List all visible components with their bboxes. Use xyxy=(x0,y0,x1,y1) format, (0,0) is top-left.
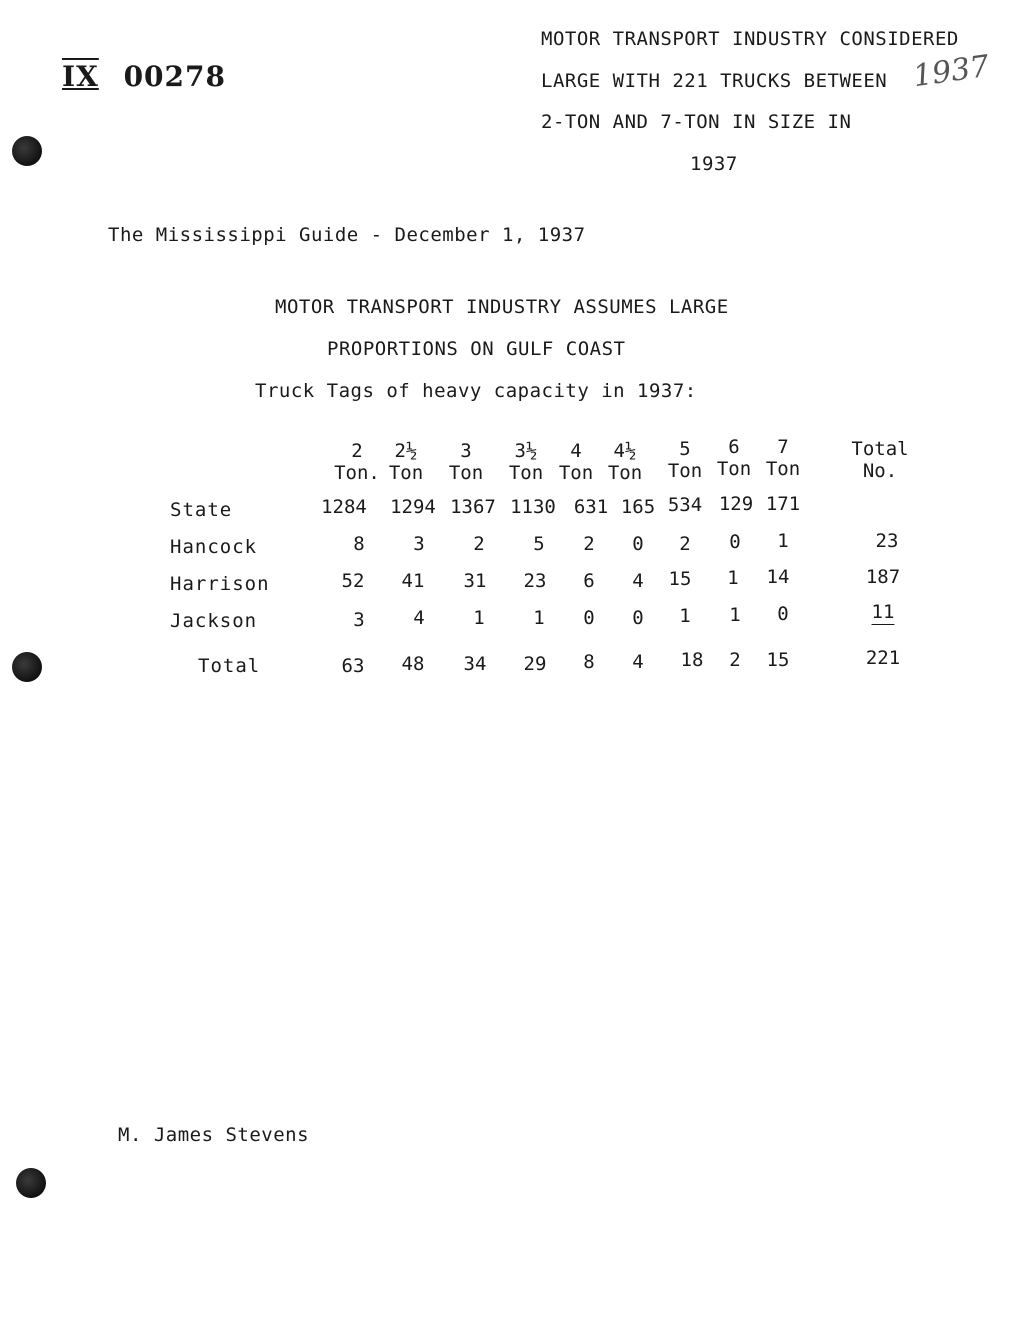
column-header: 3 Ton xyxy=(448,440,484,484)
article-subtitle: Truck Tags of heavy capacity in 1937: xyxy=(255,380,697,402)
table-cell: 187 xyxy=(865,566,901,588)
table-cell: 1 xyxy=(729,604,741,626)
header-line-3: 2-TON AND 7-TON IN SIZE IN xyxy=(541,111,852,133)
table-cell: 1 xyxy=(777,530,789,552)
table-cell: 8 xyxy=(353,533,365,555)
table-cell: 1284 xyxy=(321,496,367,518)
punch-hole xyxy=(12,652,42,682)
row-label: Jackson xyxy=(170,610,258,632)
table-cell: 31 xyxy=(463,570,487,592)
table-cell: 14 xyxy=(766,566,790,588)
article-title-line-1: MOTOR TRANSPORT INDUSTRY ASSUMES LARGE xyxy=(275,296,729,318)
table-cell: 4 xyxy=(632,570,644,592)
document-id-number: 00278 xyxy=(123,60,226,93)
row-label-total: Total xyxy=(198,655,261,677)
author-signature: M. James Stevens xyxy=(118,1124,310,1146)
table-cell: 3 xyxy=(413,533,425,555)
row-label: Harrison xyxy=(170,573,270,595)
table-cell: 171 xyxy=(765,493,801,515)
punch-hole xyxy=(16,1168,46,1198)
table-cell: 34 xyxy=(463,653,487,675)
column-header: 7 Ton xyxy=(765,436,801,480)
table-cell: 0 xyxy=(583,607,595,629)
table-cell: 534 xyxy=(667,494,703,516)
table-cell: 2 xyxy=(679,533,691,555)
header-line-2: LARGE WITH 221 TRUCKS BETWEEN xyxy=(541,70,888,92)
column-header: 4½ Ton xyxy=(607,440,643,484)
table-cell: 41 xyxy=(401,570,425,592)
table-cell: 1 xyxy=(679,605,691,627)
table-cell: 4 xyxy=(413,607,425,629)
header-line-4: 1937 xyxy=(690,153,738,175)
table-cell: 2 xyxy=(473,533,485,555)
table-cell: 0 xyxy=(632,607,644,629)
table-cell: 15 xyxy=(766,649,790,671)
header-line-1: MOTOR TRANSPORT INDUSTRY CONSIDERED xyxy=(541,28,959,50)
row-label: Hancock xyxy=(170,536,258,558)
table-cell: 4 xyxy=(632,651,644,673)
table-cell: 6 xyxy=(583,570,595,592)
table-cell: 2 xyxy=(583,533,595,555)
column-header: 2 Ton. xyxy=(334,440,380,484)
table-cell: 129 xyxy=(718,493,754,515)
row-label: State xyxy=(170,499,233,521)
table-cell: 0 xyxy=(632,533,644,555)
column-header: 6 Ton xyxy=(716,436,752,480)
table-cell: 165 xyxy=(620,496,656,518)
punch-hole xyxy=(12,136,42,166)
table-cell: 1294 xyxy=(390,496,436,518)
table-cell: 18 xyxy=(680,649,704,671)
column-header: 3½ Ton xyxy=(508,440,544,484)
table-cell: 8 xyxy=(583,651,595,673)
table-cell: 52 xyxy=(341,570,365,592)
table-cell: 48 xyxy=(401,653,425,675)
table-cell: 23 xyxy=(523,570,547,592)
article-title-line-2: PROPORTIONS ON GULF COAST xyxy=(327,338,626,360)
table-cell: 23 xyxy=(875,530,899,552)
column-header: 5 Ton xyxy=(667,438,703,482)
table-cell: 3 xyxy=(353,609,365,631)
document-id xyxy=(62,60,226,93)
table-cell: 2 xyxy=(729,649,741,671)
table-cell: 5 xyxy=(533,533,545,555)
table-cell: 15 xyxy=(668,568,692,590)
column-header-total: Total No. xyxy=(851,438,909,482)
table-cell: 631 xyxy=(573,496,609,518)
table-cell: 1 xyxy=(727,567,739,589)
table-cell: 1 xyxy=(533,607,545,629)
document-id-prefix: IX xyxy=(62,60,99,93)
table-cell: 11 xyxy=(871,601,895,623)
table-cell: 63 xyxy=(341,655,365,677)
table-cell: 29 xyxy=(523,653,547,675)
source-line: The Mississippi Guide - December 1, 1937 xyxy=(108,224,586,246)
table-cell: 1130 xyxy=(510,496,556,518)
column-header: 4 Ton xyxy=(558,440,594,484)
handwritten-year: 1937 xyxy=(910,48,992,95)
table-cell: 0 xyxy=(729,531,741,553)
table-cell: 1367 xyxy=(450,496,496,518)
table-cell: 221 xyxy=(865,647,901,669)
table-cell: 0 xyxy=(777,603,789,625)
table-cell: 1 xyxy=(473,607,485,629)
column-header: 2½ Ton xyxy=(388,440,424,484)
